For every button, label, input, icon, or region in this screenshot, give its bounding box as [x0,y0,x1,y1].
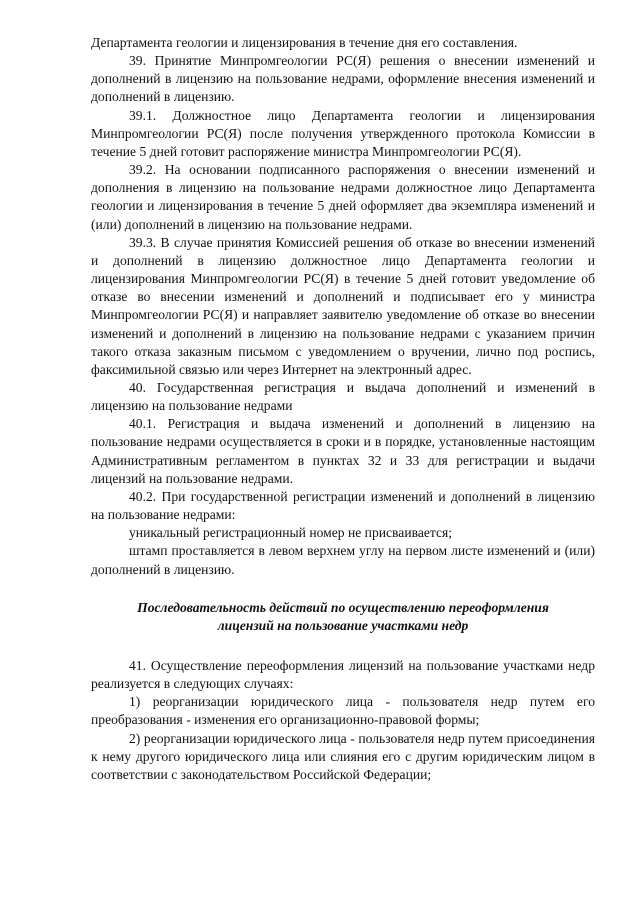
list-item-stamp: штамп проставляется в левом верхнем углу на первом листе изменений и (или) дополнений в лицензию. [91,543,595,577]
paragraph-40-2: 40.2. При государственной регистрации изменений и дополнений в лицензию на пользование недрами: [91,488,595,523]
paragraph-41: 41. Осуществление переоформления лицензий на пользование участками недр реализуется в следующих случаях: [91,658,595,692]
section-heading [91,599,595,635]
list-item-1: 1) реорганизации юридического лица - пользователя недр путем его преобразования - изменения его организационно-правовой формы; [91,694,595,728]
list-item-2: 2) реорганизации юридического лица - пользователя недр путем присоединения к нему другого юридического лица или слияния его с другим юридическим лицом в соответствии с законодательством Российской Федерации; [91,730,595,782]
list-item-registration-number: уникальный регистрационный номер не присваивается; [129,525,453,541]
paragraph-39-1: 39.1. Должностное лицо Департамента геологии и лицензирования Минпромгеологии РС(Я) после получения утвержденного протокола Комиссии в течение 5 дней готовит распоряжение министра Минпромгеологии РС(Я). [91,107,595,159]
paragraph-39-3: 39.3. В случае принятия Комиссией решения об отказе во внесении изменений и дополнений в лицензию должностное лицо Департамента геологии и лицензирования Минпромгеологии РС(Я) в течение 5 дней готовит уведомление об отказе во внесении изменений и дополнений и подписывает его у министра Минпромгеологии РС(Я) и направляет заявителю уведомление об отказе во внесении изменений и дополнений в лицензию на пользование недрами с указанием причин такого отказа заказным письмом с уведомлением о вручении, лично под роспись, факсимильной связью или через Интернет на электронный адрес. [91,234,595,377]
paragraph-continuation: Департамента геологии и лицензирования в течение дня его составления. [91,35,518,50]
section-heading-line-1: Последовательность действий по осуществлению переоформления [137,599,549,615]
paragraph-39-2: 39.2. На основании подписанного распоряжения о внесении изменений и дополнения в лицензию на пользование недрами должностное лицо Департамента геологии и лицензирования в течение 5 дней оформляет два экземпляра изменений и (или) дополнений в лицензию на пользование недрами. [91,162,595,232]
paragraph-40-1: 40.1. Регистрация и выдача изменений и дополнений в лицензию на пользование недрами осуществляется в сроки и в порядке, установленные настоящим Административным регламентом в пунктах 32 и 33 для регистрации и выдачи лицензий на пользование недрами. [91,416,595,486]
document-page [91,34,595,784]
paragraph-40: 40. Государственная регистрация и выдача дополнений и изменений в лицензию на пользование недрами [91,379,595,414]
paragraph-39: 39. Принятие Минпромгеологии РС(Я) решения о внесении изменений и дополнений в лицензию на пользование недрами, оформление внесения изменений и дополнений в лицензию. [91,53,595,105]
section-heading-line-2: лицензий на пользование участками недр [217,617,469,633]
